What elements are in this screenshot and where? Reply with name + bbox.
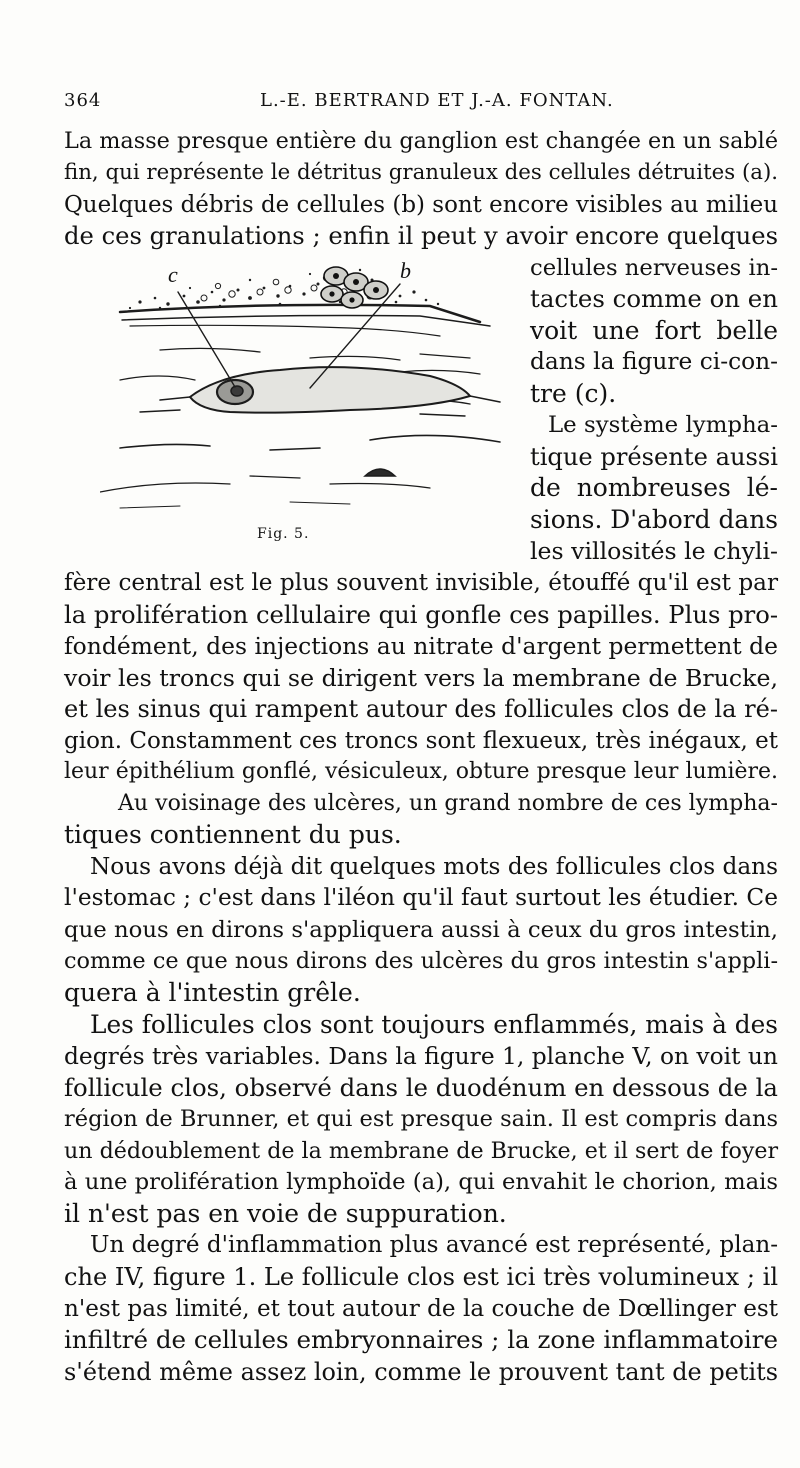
text-line-16: la prolifération cellulaire qui gonfle ces papilles. Plus pro- (64, 600, 779, 629)
text-line-33: un dédoublement de la membrane de Brucke, et il sert de foyer (64, 1138, 779, 1164)
text-line-12: de nombreuses lé- (530, 473, 778, 502)
histology-drawing (100, 262, 520, 520)
text-line-26: que nous en dirons s'appliquera aussi à ceux du gros intestin, (64, 917, 779, 943)
text-line-4: de ces granulations ; enfin il peut y avoir encore quelques (64, 221, 779, 250)
running-head: L.-E. BERTRAND ET J.-A. FONTAN. (260, 90, 614, 111)
text-line-21: leur épithélium gonflé, vésiculeux, obture presque leur lumière. (64, 759, 778, 784)
text-line-2: fin, qui représente le détritus granuleux des cellules détruites (a). (64, 160, 779, 185)
text-line-27: comme ce que nous dirons des ulcères du gros intestin s'appli- (64, 948, 779, 974)
text-line-28: quera à l'intestin grêle. (64, 978, 361, 1007)
text-line-37: che IV, figure 1. Le follicule clos est ici très volumineux ; il (64, 1263, 779, 1291)
figure-label-c: c (168, 262, 178, 287)
text-line-39: infiltré de cellules embryonnaires ; la zone inflammatoire (64, 1325, 778, 1354)
page-header (64, 90, 776, 116)
text-line-15: fère central est le plus souvent invisible, étouffé qu'il est par (64, 569, 779, 596)
text-line-22: Au voisinage des ulcères, un grand nombre de ces lympha- (118, 791, 779, 816)
text-line-31: follicule clos, observé dans le duodénum en dessous de la (64, 1073, 778, 1102)
text-line-10: Le système lympha- (548, 412, 778, 438)
text-line-23: tiques contiennent du pus. (64, 820, 402, 849)
text-line-13: sions. D'abord dans (530, 505, 778, 534)
text-line-29: Les follicules clos sont toujours enflammés, mais à des (90, 1010, 779, 1039)
text-line-38: n'est pas limité, et tout autour de la couche de Dœllinger est (64, 1296, 779, 1322)
text-line-18: voir les troncs qui se dirigent vers la membrane de Brucke, (64, 664, 779, 692)
text-line-14: les villosités le chyli- (530, 537, 778, 565)
text-line-3: Quelques débris de cellules (b) sont encore visibles au milieu (64, 192, 779, 218)
text-line-32: région de Brunner, et qui est presque sain. Il est compris dans (64, 1106, 779, 1132)
text-line-36: Un degré d'inflammation plus avancé est représenté, plan- (90, 1232, 779, 1258)
text-line-6: tactes comme on en (530, 284, 778, 313)
text-line-24: Nous avons déjà dit quelques mots des follicules clos dans (90, 853, 779, 880)
figure-label-b: b (400, 262, 411, 283)
figure-illustration (100, 262, 520, 520)
text-line-30: degrés très variables. Dans la figure 1, planche V, on voit un (64, 1042, 778, 1070)
text-line-17: fondément, des injections au nitrate d'argent permettent de (64, 632, 779, 660)
text-line-19: et les sinus qui rampent autour des follicules clos de la ré- (64, 695, 778, 723)
text-line-20: gion. Constamment ces troncs sont flexueux, très inégaux, et (64, 728, 779, 754)
text-line-25: l'estomac ; c'est dans l'iléon qu'il faut surtout les étudier. Ce (64, 884, 778, 911)
figure-caption: Fig. 5. (257, 526, 310, 542)
text-line-11: tique présente aussi (530, 443, 779, 471)
text-line-5: cellules nerveuses in- (530, 255, 778, 281)
text-line-40: s'étend même assez loin, comme le prouvent tant de petits (64, 1358, 779, 1386)
text-line-35: il n'est pas en voie de suppuration. (64, 1199, 507, 1228)
page-number: 364 (64, 90, 102, 111)
text-line-9: tre (c). (530, 379, 617, 408)
text-line-34: à une prolifération lymphoïde (a), qui envahit le chorion, mais (64, 1169, 778, 1195)
text-line-8: dans la figure ci-con- (530, 348, 779, 375)
text-line-1: La masse presque entière du ganglion est changée en un sablé (64, 128, 779, 154)
text-line-7: voit une fort belle (530, 316, 778, 345)
